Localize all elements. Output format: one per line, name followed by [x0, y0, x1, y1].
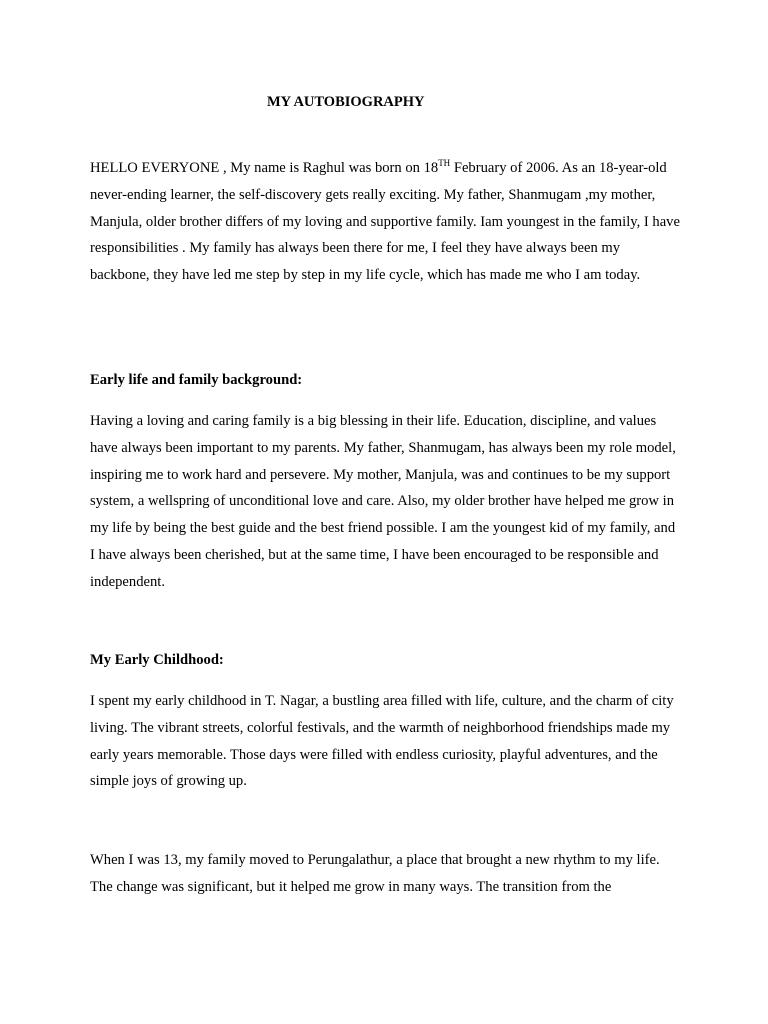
intro-text-start: HELLO EVERYONE , My name is Raghul was born on 18 — [90, 160, 439, 176]
ordinal-superscript: TH — [438, 158, 451, 168]
section-heading-early-childhood: My Early Childhood: — [90, 652, 224, 668]
intro-paragraph — [90, 155, 680, 289]
document-title: MY AUTOBIOGRAPHY — [267, 94, 425, 110]
move-paragraph: When I was 13, my family moved to Perungalathur, a place that brought a new rhythm to my life. The change was significant, but it helped me grow in many ways. The transition from the — [90, 852, 660, 895]
intro-text-end: February of 2006. As an 18-year-old never-ending learner, the self-discovery gets really exciting. My father, Shanmugam ,my mother, Manjula, older brother differs of my loving and supportive family. Iam youngest in the family, I have responsibilities . My family has always been there for me, I feel they have always been my backbone, they have led me step by step in my life cycle, which has made me who I am today. — [90, 160, 680, 284]
section-paragraph-early-life: Having a loving and caring family is a big blessing in their life. Education, discipline, and values have always been important to my parents. My father, Shanmugam, has always been my role model, inspiring me to work hard and persevere. My mother, Manjula, was and continues to be my support system, a wellspring of unconditional love and care. Also, my older brother have helped me grow in my life by being the best guide and the best friend possible. I am the youngest kid of my family, and I have always been cherished, but at the same time, I have been encouraged to be responsible and independent. — [90, 413, 676, 590]
section-paragraph-early-childhood: I spent my early childhood in T. Nagar, a bustling area filled with life, culture, and the charm of city living. The vibrant streets, colorful festivals, and the warmth of neighborhood friendships made my early years memorable. Those days were filled with endless curiosity, playful adventures, and the simple joys of growing up. — [90, 693, 674, 790]
section-heading-early-life: Early life and family background: — [90, 372, 303, 388]
